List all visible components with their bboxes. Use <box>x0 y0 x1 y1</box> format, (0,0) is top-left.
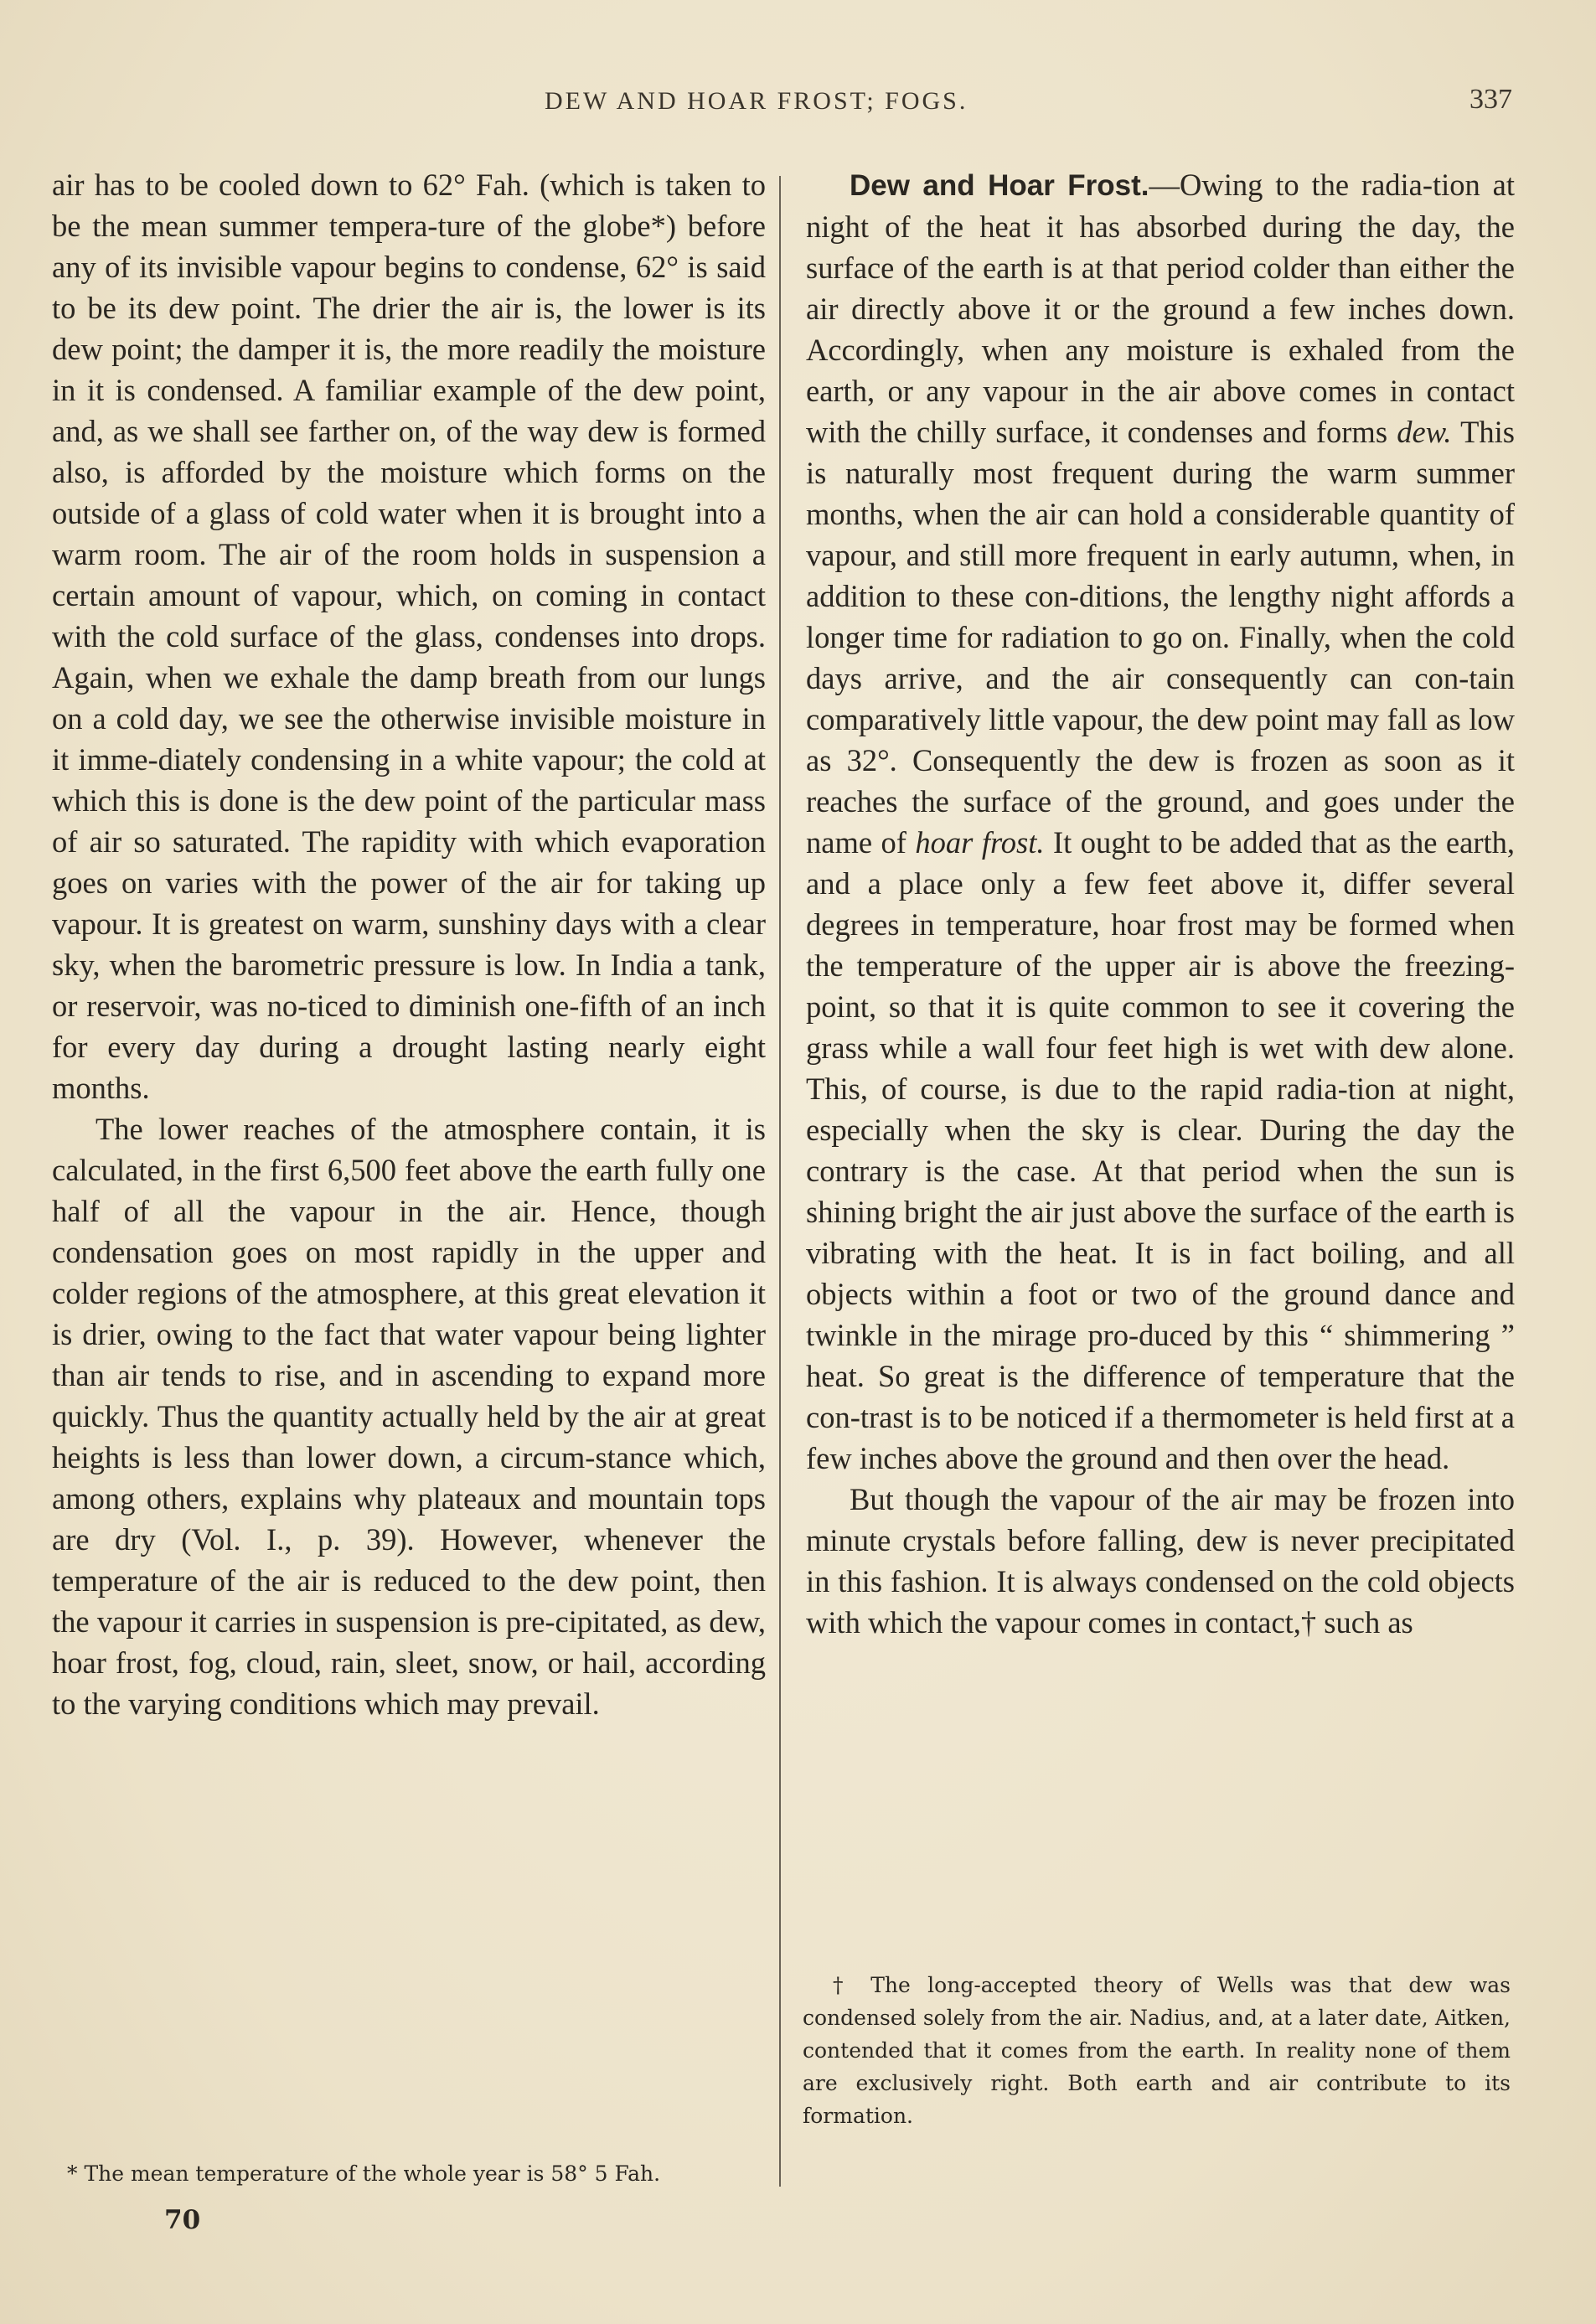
left-paragraph-1: air has to be cooled down to 62° Fah. (which is taken to be the mean summer tempera-ture of the globe*) before any of its invisible vapour begins to condense, 62° is said to be its dew point. The drier the air is, the lower is its dew point; the damper it is, the more readily the moisture in it is condensed. A familiar example of the dew point, and, as we shall see farther on, of the way dew is formed also, is afforded by the moisture which forms on the outside of a glass of cold water when it is brought into a warm room. The air of the room holds in suspension a certain amount of vapour, which, on coming in contact with the cold surface of the glass, condenses into drops. Again, when we exhale the damp breath from our lungs on a cold day, we see the otherwise invisible moisture in it imme-diately condensing in a white vapour; the cold at which this is done is the dew point of the particular mass of air so saturated. The rapidity with which evaporation goes on varies with the power of the air for taking up vapour. It is greatest on warm, sunshiny days with a clear sky, when the barometric pressure is low. In India a tank, or reservoir, was no-ticed to diminish one-fifth of an inch for every day during a drought lasting nearly eight months. <box>52 168 766 1105</box>
term-dew: dew. <box>1397 415 1452 449</box>
running-title: DEW AND HOAR FROST; FOGS. <box>545 87 968 115</box>
column-divider <box>779 176 781 2187</box>
right-paragraph-2: But though the vapour of the air may be frozen into minute crystals before falling, dew is never precipitated in this fashion. It is always condensed on the cold objects with which the vapour comes in contact,† such as <box>806 1482 1515 1640</box>
page-number: 337 <box>1469 84 1512 115</box>
left-footnote: * The mean temperature of the whole year is 58° 5 Fah. <box>67 2161 661 2186</box>
right-paragraph-1 <box>806 164 1515 1479</box>
right-footnote: † The long-accepted theory of Wells was that dew was condensed solely from the air. Nadius, and, at a later date, Aitken, contended that it comes from the earth. In reality none of them are exclusively right. Both earth and air contribute to its formation. <box>803 1973 1511 2128</box>
right-paragraph-1-part-c: It ought to be added that as the earth, and a place only a few feet above it, differ several degrees in temperature, hoar frost may be formed when the temperature of the upper air is above the freezing-point, so that it is quite common to see it covering the grass while a wall four feet high is wet with dew alone. This, of course, is due to the rapid radia-tion at night, especially when the sky is clear. During the day the contrary is the case. At that period when the sun is shining bright the air just above the surface of the earth is vibrating with the heat. It is in fact boiling, and all objects within a foot or two of the ground dance and twinkle in the mirage pro-duced by this “ shimmering ” heat. So great is the difference of temperature that the con-trast is to be noticed if a thermometer is held first at a few inches above the ground and then over the head. <box>806 825 1515 1475</box>
folio-number: 70 <box>164 2205 201 2235</box>
right-column <box>806 164 1515 1643</box>
right-paragraph-1-part-a: —Owing to the radia-tion at night of the heat it has absorbed during the day, the surface of the earth is at that period colder than either the air directly above it or the ground a few inches down. Accordingly, when any moisture is exhaled from the earth, or any vapour in the air above comes in contact with the chilly surface, it condenses and forms <box>806 168 1515 449</box>
section-heading: Dew and Hoar Frost. <box>850 169 1149 202</box>
right-paragraph-1-part-b: This is naturally most frequent during the warm summer months, when the air can hold a considerable quantity of vapour, and still more frequent in early autumn, when, in addition to these con-ditions, the lengthy night affords a longer time for radiation to go on. Finally, when the cold days arrive, and the air consequently can con-tain comparatively little vapour, the dew point may fall as low as 32°. Consequently the dew is frozen as soon as it reaches the surface of the ground, and goes under the name of <box>806 415 1516 860</box>
left-paragraph-2: The lower reaches of the atmosphere contain, it is calculated, in the first 6,500 feet above the earth fully one half of all the vapour in the air. Hence, though condensation goes on most rapidly in the upper and colder regions of the atmosphere, at this great elevation it is drier, owing to the fact that water vapour being lighter than air tends to rise, and in ascending to expand more quickly. Thus the quantity actually held by the air at great heights is less than lower down, a circum-stance which, among others, explains why plateaux and mountain tops are dry (Vol. I., p. 39). However, whenever the temperature of the air is reduced to the dew point, then the vapour it carries in suspension is pre-cipitated, as dew, hoar frost, fog, cloud, rain, sleet, snow, or hail, according to the varying conditions which may prevail. <box>52 1112 766 1721</box>
left-column <box>52 164 766 1724</box>
term-hoar-frost: hoar frost. <box>915 825 1045 860</box>
